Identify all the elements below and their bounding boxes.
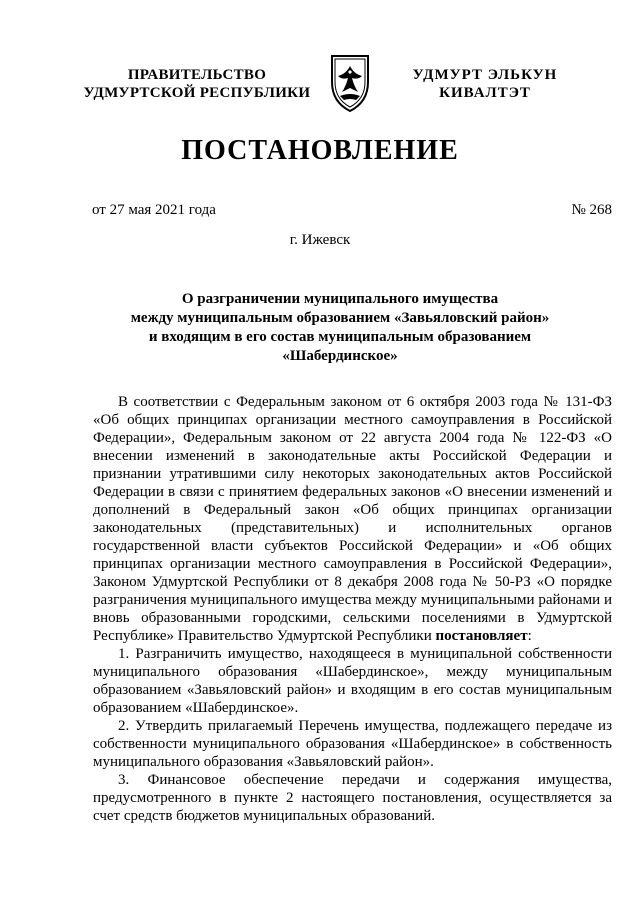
- issuer-udmurt-line1: УДМУРТ ЭЛЬКУН: [412, 67, 558, 83]
- document-subject: [100, 290, 580, 366]
- issuer-russian-line1: ПРАВИТЕЛЬСТВО: [127, 67, 267, 83]
- item-1: 1. Разграничить имущество, находящееся в муниципальной собственности муниципального образования «Шабердинское», между муниципальным образованием «Завьяловский район» и входящим в его состав муниципальным образованием «Шабердинское».: [93, 646, 612, 716]
- document-title: ПОСТАНОВЛЕНИЕ: [181, 135, 459, 166]
- issuer-russian: [82, 66, 312, 102]
- subject-line4: «Шабердинское»: [282, 348, 398, 364]
- document-body: [93, 393, 612, 825]
- subject-line1: О разграничении муниципального имущества: [181, 291, 499, 307]
- preamble-text: В соответствии с Федеральным законом от 6 октября 2003 года № 131-ФЗ «Об общих принципах организации местного самоуправления в Российской Федерации», Федеральным законом от 22 августа 2004 года № 122-ФЗ «О внесении изменений в законодательные акты Российской Федерации и признании утратившими силу некоторых законодательных актов Российской Федерации в связи с принятием федеральных законов «О внесении изменений и дополнений в Федеральный закон «Об общих принципах организации законодательных (представительных) и исполнительных органов государственной власти субъектов Российской Федерации» и «Об общих принципах организации местного самоуправления в Российской Федерации», Законом Удмуртской Республики от 8 декабря 2008 года № 50-РЗ «О порядке разграничения муниципального имущества между муниципальными районами и вновь образованными городскими, сельскими поселениями в Удмуртской Республике» Правительство Удмуртской Республики: [93, 394, 612, 644]
- decree-word: постановляет: [435, 628, 528, 644]
- issuer-udmurt-line2: КИВАЛТЭТ: [439, 85, 531, 101]
- issuer-udmurt: [400, 66, 570, 102]
- item-2: 2. Утвердить прилагаемый Перечень имущества, подлежащего передаче из собственности муниципального образования «Шабердинское» в собственность муниципального образования «Завьяловский район».: [93, 718, 612, 770]
- document-date: от 27 мая 2021 года: [92, 202, 216, 218]
- item-3: 3. Финансовое обеспечение передачи и содержания имущества, предусмотренного в пункте 2 настоящего постановления, осуществляется за счет средств бюджетов муниципальных образований.: [93, 772, 612, 824]
- subject-line3: и входящим в его состав муниципальным образованием: [148, 329, 532, 345]
- preamble-paragraph: [93, 393, 612, 645]
- decree-colon: :: [527, 628, 532, 644]
- document-city: г. Ижевск: [289, 232, 351, 248]
- coat-of-arms-icon: [326, 52, 374, 114]
- issuer-russian-line2: УДМУРТСКОЙ РЕСПУБЛИКИ: [83, 85, 311, 101]
- subject-line2: между муниципальным образованием «Завьяловский район»: [130, 310, 550, 326]
- document-number: № 268: [571, 202, 612, 218]
